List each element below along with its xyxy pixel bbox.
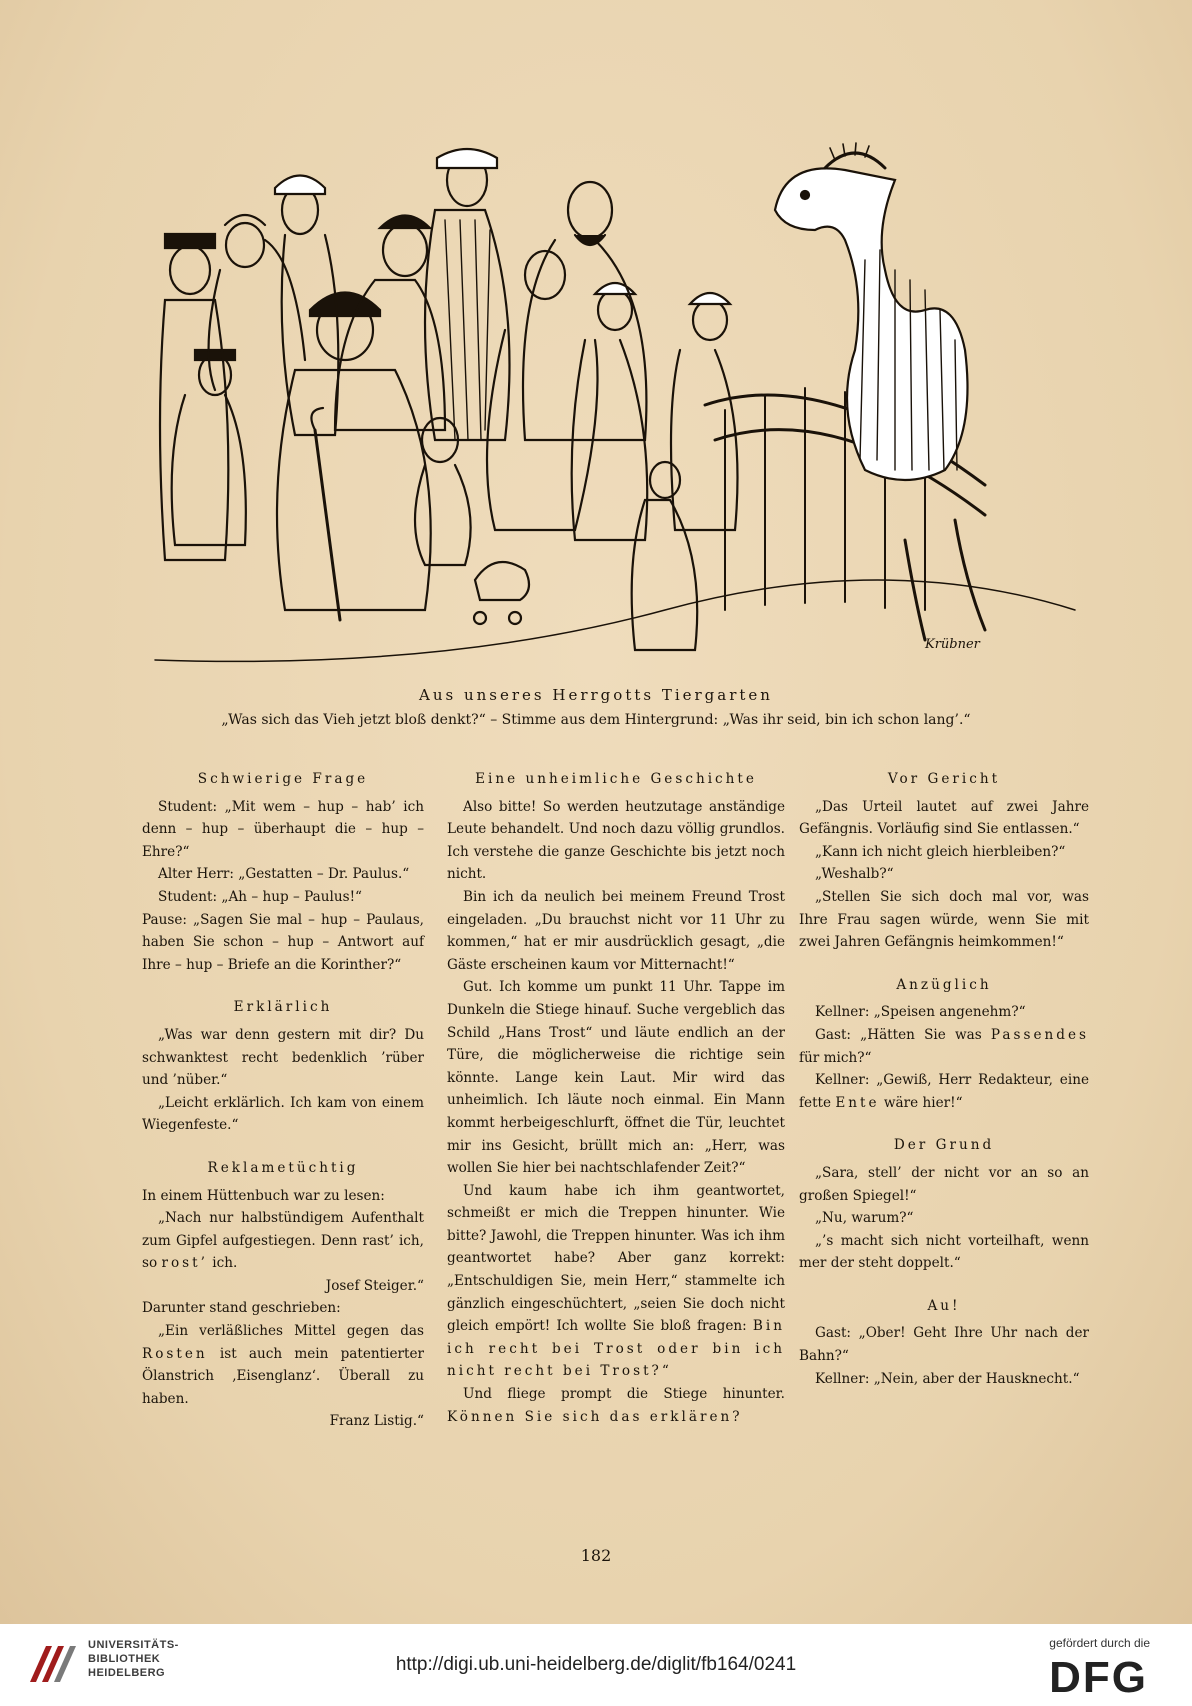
text-column-3 [799, 768, 1089, 1390]
text-run: “ [661, 1363, 669, 1380]
library-name-line: UNIVERSITÄTS- [88, 1639, 179, 1651]
artist-signature: Krübner [925, 637, 980, 652]
paragraph [142, 1207, 424, 1275]
emphasized-text: Ente [835, 1094, 880, 1111]
signature-line: Josef Steiger.“ [325, 1277, 424, 1294]
cartoon-caption-title: Aus unseres Herrgotts Tiergarten [419, 686, 773, 704]
dfg-logo: DFG [1049, 1653, 1148, 1702]
paragraph: „Sara, stell’ der nicht vor an so an großen Spiegel!“ [799, 1164, 1089, 1204]
emphasized-text: Passendes [990, 1026, 1089, 1043]
library-name-line: BIBLIOTHEK [88, 1653, 161, 1665]
paragraph: Bin ich da neulich bei meinem Freund Trost eingeladen. „Du brauchst nicht vor 11 Uhr zu kommen,“ hat er mir ausdrücklich gesagt, „die Gäste erscheinen kaum vor Mitternacht!“ [447, 888, 785, 973]
cartoon-caption-quote: „Was sich das Vieh jetzt bloß denkt?“ – Stimme aus dem Hintergrund: „Was ihr seid, bin ich schon lang’.“ [221, 712, 971, 728]
text-run: Und fliege prompt die Stiege hinunter. [463, 1386, 785, 1403]
zoo-crowd-camel-illustration [145, 140, 1085, 685]
paragraph: „Was war denn gestern mit dir? Du schwanktest recht bedenklich ’rüber und ’nüber.“ [142, 1026, 424, 1089]
signature-line: Franz Listig.“ [329, 1413, 424, 1430]
article-heading: Reklametüchtig [207, 1159, 359, 1176]
paragraph: „Das Urteil lautet auf zwei Jahre Gefängnis. Vorläufig sind Sie entlassen.“ [799, 798, 1089, 838]
article-heading: Au! [927, 1297, 961, 1314]
text-run: „Ein verläßliches Mittel gegen das [158, 1323, 424, 1340]
paragraph: „’s macht sich nicht vorteilhaft, wenn mer der steht doppelt.“ [799, 1232, 1089, 1272]
paragraph: „Weshalb?“ [815, 866, 894, 883]
emphasized-text: Rosten [142, 1345, 208, 1362]
text-run: ich. [207, 1255, 238, 1272]
text-run: Und kaum habe ich ihm geantwortet, schmeißt er mich die Treppen hinunter. Wie bitte? Jawohl, die Treppen hinunter. Was ich ihm geantwortet habe? Aber ganz korrekt: „Entschuldigen Sie, mein Herr,“ stammelte ich gänzlich eingeschüchtert, „seien Sie doch nicht gleich empört! Ich wollte Sie bloß fragen: [447, 1182, 785, 1335]
paragraph [799, 1024, 1089, 1069]
text-run: wäre hier!“ [879, 1094, 963, 1111]
paragraph: Student: „Mit wem – hup – hab’ ich denn – hup – überhaupt die – hup – Ehre?“ [142, 798, 424, 860]
text-run: „Nach nur halbstündigem Aufenthalt zum Gipfel aufgestiegen. Denn rast’ ich, so [142, 1210, 424, 1272]
article-heading: Erklärlich [233, 999, 333, 1016]
digitization-footer [0, 1624, 1192, 1706]
paragraph: Student: „Ah – hup – Paulus!“ [158, 888, 362, 905]
text-run: Kellner: „Gewiß, Herr Redakteur, eine fette [799, 1072, 1089, 1111]
paragraph [447, 1180, 785, 1383]
text-run: Gast: „Hätten Sie was [815, 1026, 991, 1043]
paragraph: „Stellen Sie sich doch mal vor, was Ihre Frau sagen würde, wenn Sie mit zwei Jahren Gefängnis heimkommen!“ [799, 888, 1089, 951]
text-run: ist auch mein patentierter Ölanstrich ‚Eisenglanz‘. Überall zu haben. [142, 1345, 424, 1407]
paragraph: Kellner: „Speisen angenehm?“ [815, 1004, 1026, 1021]
paragraph [447, 1383, 785, 1428]
paragraph: Pause: „Sagen Sie mal – hup – Paulaus, haben Sie schon – hup – Antwort auf Ihre – hup – Briefe an die Korinther?“ [142, 911, 424, 973]
paragraph: Gut. Ich komme um punkt 11 Uhr. Tappe im Dunkeln die Stiege hinauf. Suche vergeblich das Schild „Hans Trost“ und läute endlich an der Türe, die möglicherweise die richtige sein könnte. Lange kein Laut. Mir wird das unheimlich. Ich läute noch einmal. Ein Mann kommt herbeigeschlurft, öffnet die Tür, leuchtet mir ins Gesicht, brüllt mich an: „Herr, was wollen Sie hier bei nachtschlafender Zeit?“ [447, 979, 785, 1177]
emphasized-text: Können Sie sich das erklären? [447, 1408, 743, 1425]
page-number: 182 [580, 1546, 612, 1565]
paragraph: Kellner: „Nein, aber der Hausknecht.“ [815, 1370, 1080, 1387]
paragraph: „Kann ich nicht gleich hierbleiben?“ [815, 843, 1066, 860]
text-column-1 [142, 768, 424, 1433]
paragraph: In einem Hüttenbuch war zu lesen: [142, 1187, 385, 1204]
article-heading: Der Grund [893, 1137, 995, 1154]
paragraph: Gast: „Ober! Geht Ihre Uhr nach der Bahn?“ [799, 1325, 1089, 1365]
paragraph: „Leicht erklärlich. Ich kam von einem Wiegenfeste.“ [142, 1094, 424, 1134]
paragraph [799, 1069, 1089, 1114]
paragraph: „Nu, warum?“ [815, 1210, 914, 1227]
permalink-url[interactable]: http://digi.ub.uni-heidelberg.de/diglit/fb164/0241 [395, 1654, 797, 1675]
text-run: für mich?“ [799, 1049, 872, 1066]
article-heading: Anzüglich [896, 976, 992, 993]
emphasized-text: rost’ [161, 1255, 208, 1272]
paragraph: Alter Herr: „Gestatten – Dr. Paulus.“ [158, 866, 410, 883]
library-name-line: HEIDELBERG [88, 1667, 166, 1679]
paragraph: Also bitte! So werden heutzutage anständige Leute behandelt. Und noch dazu völlig grundlos. Ich verstehe die ganze Geschichte bis jetzt noch nicht. [447, 798, 785, 883]
paragraph: Darunter stand geschrieben: [142, 1300, 341, 1317]
article-heading: Vor Gericht [887, 771, 1001, 787]
paragraph [142, 1320, 424, 1410]
article-heading: Schwierige Frage [197, 771, 369, 787]
funding-caption: gefördert durch die [1049, 1636, 1150, 1650]
article-heading: Eine unheimliche Geschichte [475, 771, 757, 787]
text-column-2 [447, 768, 785, 1428]
emphasized-text: Bin ich recht bei Trost oder bin ich nicht recht bei Trost? [447, 1318, 785, 1380]
